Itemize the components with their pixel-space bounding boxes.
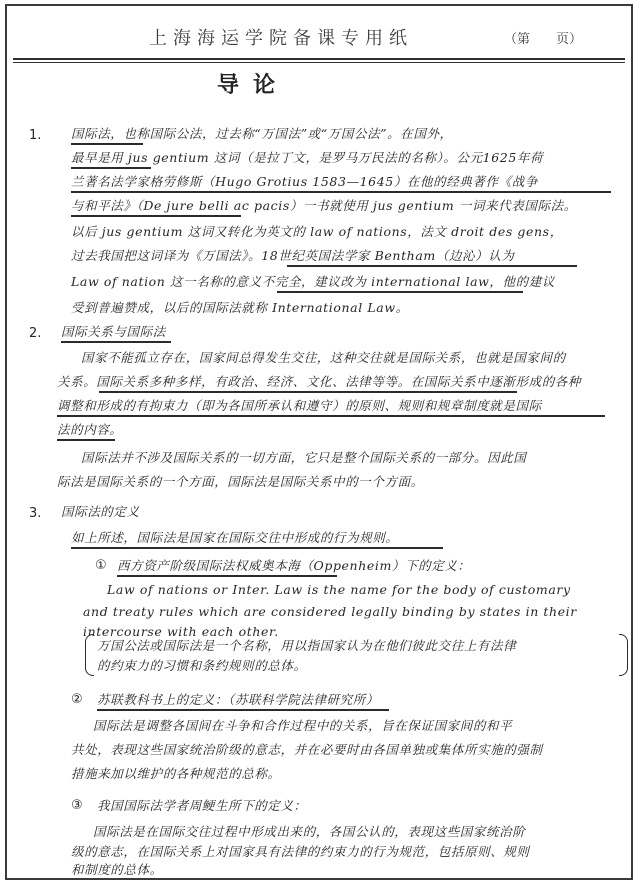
header-rule-top [13,58,625,60]
section-1-line-4: 与和平法》（De jure belli ac pacis）一书就使用 jus gentium 一词来代表国际法。 [71,198,577,213]
section-2-line-6: 际法是国际关系的一个方面，国际法是国际关系中的一个方面。 [57,474,424,489]
definition-soviet-line-1: 国际法是调整各国间在斗争和合作过程中的关系，旨在保证国家间的和平 [93,718,513,733]
underline-term [71,143,143,145]
item-marker-3: ③ [71,798,83,813]
definition-soviet-line-3: 措施来加以维护的各种规范的总称。 [71,766,281,781]
header-page-number: （第 页） [504,32,583,47]
underline-content [57,439,115,441]
header-rule-bottom [13,62,625,63]
definition-soviet-heading: 苏联教科书上的定义：（苏联科学院法律研究所） [97,692,379,707]
section-2-line-3: 调整和形成的有拘束力（即为各国所承认和遵守）的原则、规则和规章制度就是国际 [57,398,542,413]
translation-line-2: 的约束力的习惯和条约规则的总体。 [97,658,307,673]
section-2-heading: 国际关系与国际法 [61,324,166,339]
section-2-line-4: 法的内容。 [57,422,123,437]
definition-zhou-heading: 我国国际法学者周鲠生所下的定义： [97,798,307,813]
underline-definition-intro [71,547,443,549]
underline-relations-variety [99,391,517,393]
definition-zhou-line-2: 级的意志，在国际关系上对国家具有法律的约束力的行为规范，包括原则、规则 [71,844,530,859]
underline-bentham [287,265,577,267]
section-3-heading: 国际法的定义 [61,504,140,519]
underline-international-law [277,291,523,293]
translation-line-1: 万国公法或国际法是一个名称，用以指国家认为在他们彼此交往上有法律 [97,638,517,653]
underline-soviet [97,709,389,711]
definition-oppenheim-heading: 西方资产阶级国际法权威奥本海（Oppenheim）下的定义： [117,558,471,573]
underline-jus-gentium [71,167,151,169]
section-1-line-1: 国际法，也称国际公法，过去称“万国法”或“万国公法”。在国外， [71,126,453,141]
item-marker-2: ② [71,692,83,707]
section-number-3: 3. [29,506,42,521]
section-1-line-2: 最早是用 jus gentium 这词（是拉丁文，是罗马万民法的名称）。公元1625年荷 [71,150,544,165]
section-1-line-6: 过去我国把这词译为《万国法》。18世纪英国法学家 Bentham（边沁）认为 [71,248,515,263]
item-marker-1: ① [95,558,107,573]
underline-de-jure [71,215,241,217]
section-3-intro: 如上所述，国际法是国家在国际交往中形成的行为规则。 [71,530,399,545]
underline-oppenheim [117,575,337,577]
page-header [7,24,631,50]
translation-bracket-right [619,634,628,676]
quote-line-1: Law of nations or Inter. Law is the name for the body of customary [107,582,571,597]
section-2-line-1: 国家不能孤立存在，国家间总得发生交往，这种交往就是国际关系，也就是国家间的 [81,350,566,365]
section-2-line-5: 国际法并不涉及国际关系的一切方面，它只是整个国际关系的一部分。因此国 [81,450,527,465]
lecture-note-page [5,4,633,880]
quote-line-3: intercourse with each other. [83,624,279,639]
section-2-line-2: 关系。国际关系多种多样，有政治、经济、文化、法律等等。在国际关系中逐渐形成的各种 [57,374,582,389]
definition-soviet-line-2: 共处，表现这些国家统治阶级的意志，并在必要时由各国单独或集体所实施的强制 [71,742,543,757]
translation-bracket-left [85,634,94,676]
section-1-line-5: 以后 jus gentium 这词又转化为英文的 law of nations，法文 droit des gens， [71,224,563,239]
document-title: 导论 [217,72,290,98]
definition-zhou-line-3: 和制度的总体。 [71,862,163,877]
underline-binding-rules [57,415,605,417]
underline-section-2-heading [61,341,171,343]
underline-grotius [71,191,611,193]
section-number-2: 2. [29,326,42,341]
section-1-line-8: 受到普遍赞成，以后的国际法就称 International Law。 [71,300,409,315]
section-number-1: 1. [29,128,42,143]
section-1-line-3: 兰著名法学家格劳修斯（Hugo Grotius 1583—1645）在他的经典著作《战争 [71,174,538,189]
section-1-line-7: Law of nation 这一名称的意义不完全，建议改为 international law，他的建议 [71,274,555,289]
definition-zhou-line-1: 国际法是在国际交往过程中形成出来的，各国公认的，表现这些国家统治阶 [93,824,526,839]
quote-line-2: and treaty rules which are considered legally binding by states in their [83,604,577,619]
header-title: 上海海运学院备课专用纸 [149,28,413,49]
